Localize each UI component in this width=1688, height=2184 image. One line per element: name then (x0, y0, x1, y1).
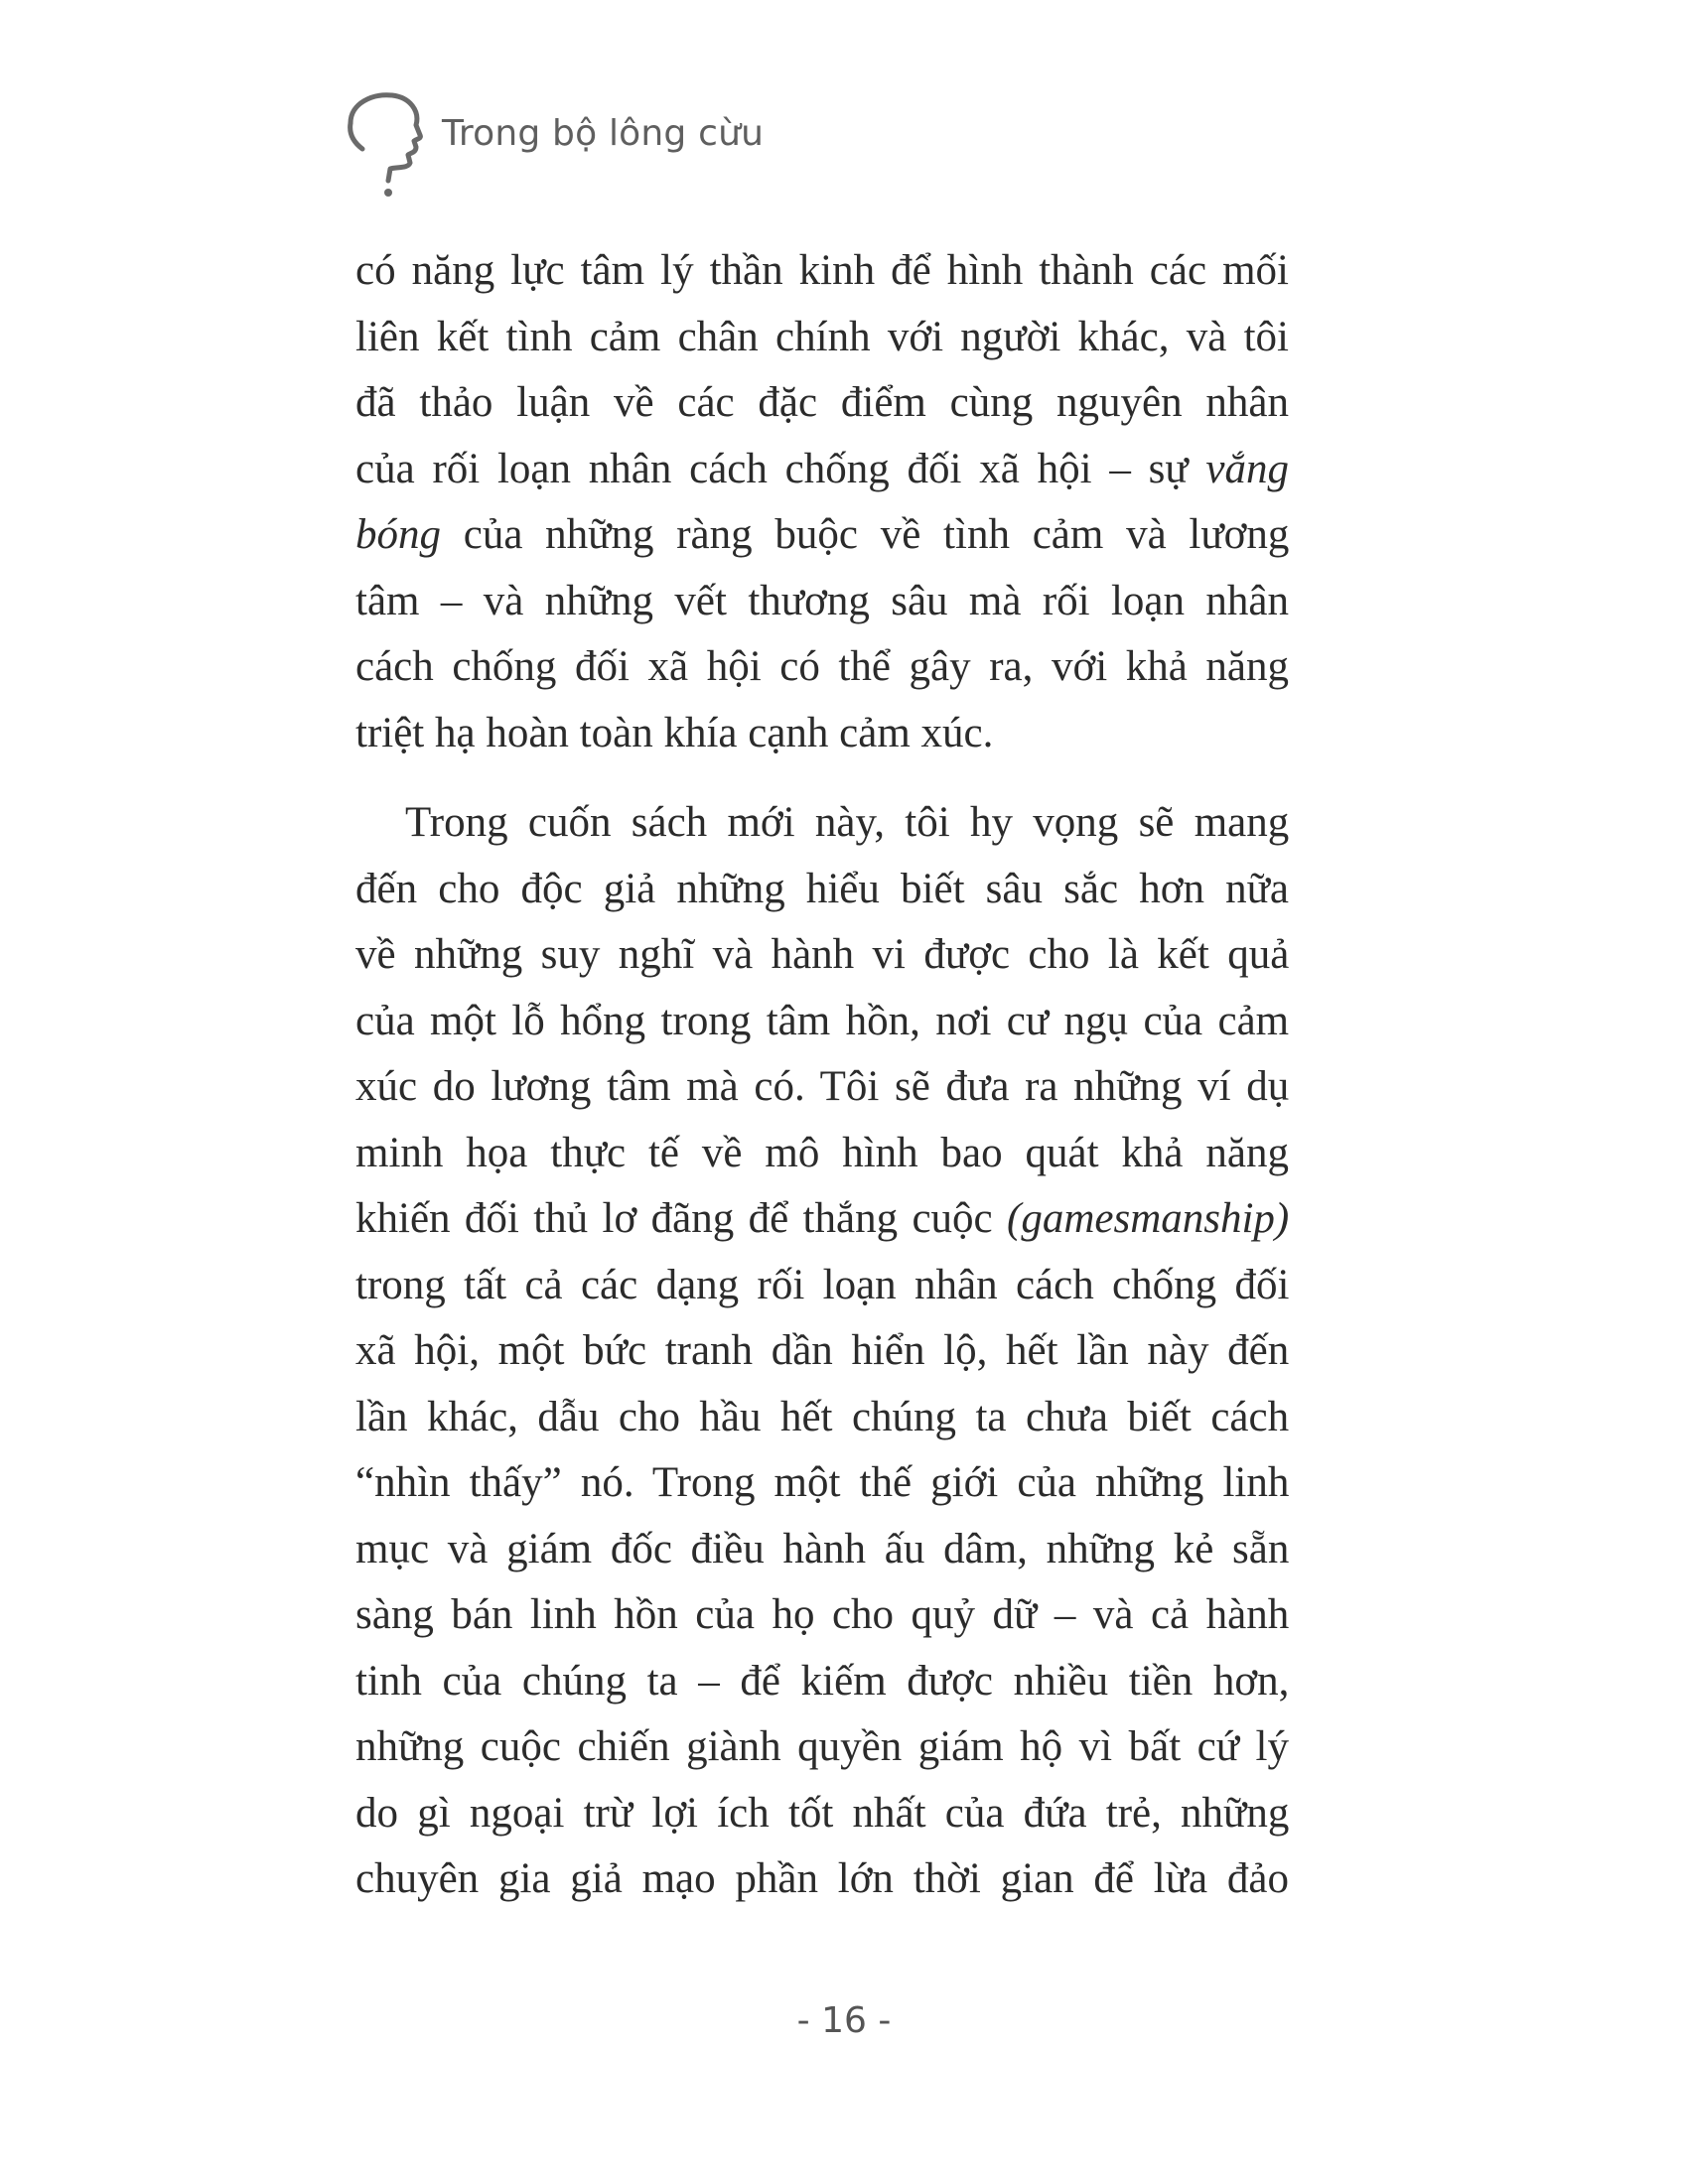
text-line (355, 437, 1289, 503)
text-line: những cuộc chiến giành quyền giám hộ vì bất cứ lý (355, 1723, 1289, 1770)
text-line (355, 1186, 1289, 1253)
text-line: chuyên gia giả mạo phần lớn thời gian để lừa đảo (355, 1855, 1289, 1902)
question-head-icon (343, 91, 432, 201)
italic-run: (gamesmanship) (1007, 1195, 1290, 1242)
text-line: cách chống đối xã hội có thể gây ra, với khả năng (355, 643, 1289, 690)
text-run: của những ràng buộc về tình cảm và lương (441, 511, 1290, 558)
running-header (343, 91, 1236, 201)
text-line (355, 502, 1289, 569)
text-line: liên kết tình cảm chân chính với người khác, và tôi (355, 313, 1289, 360)
text-line: xúc do lương tâm mà có. Tôi sẽ đưa ra những ví dụ (355, 1063, 1290, 1110)
text-line: có năng lực tâm lý thần kinh để hình thành các mối (355, 247, 1289, 294)
body-text (355, 238, 1289, 1913)
text-line: triệt hạ hoàn toàn khía cạnh cảm xúc. (355, 709, 994, 756)
paragraph-2 (355, 790, 1289, 1913)
text-line: tâm – và những vết thương sâu mà rối loạn nhân (355, 577, 1289, 624)
text-line: sàng bán linh hồn của họ cho quỷ dữ – và cả hành (355, 1591, 1290, 1638)
text-line: của một lỗ hổng trong tâm hồn, nơi cư ngụ của cảm (355, 997, 1290, 1044)
text-line: do gì ngoại trừ lợi ích tốt nhất của đứa trẻ, những (355, 1789, 1290, 1837)
text-line: mục và giám đốc điều hành ấu dâm, những kẻ sẵn (355, 1525, 1290, 1572)
running-header-title: Trong bộ lông cừu (442, 113, 765, 154)
text-line: “nhìn thấy” nó. Trong một thế giới của những linh (355, 1459, 1290, 1506)
text-line: trong tất cả các dạng rối loạn nhân cách chống đối (355, 1261, 1290, 1308)
text-run: khiến đối thủ lơ đãng để thắng cuộc (355, 1195, 1007, 1242)
italic-run: vắng (1205, 445, 1289, 492)
page-number: - 16 - (796, 2000, 892, 2041)
text-line: Trong cuốn sách mới này, tôi hy vọng sẽ mang (405, 799, 1290, 846)
text-run: của rối loạn nhân cách chống đối xã hội – sự (355, 445, 1206, 492)
text-line: lần khác, dẫu cho hầu hết chúng ta chưa biết cách (355, 1393, 1290, 1440)
text-line: đến cho độc giả những hiểu biết sâu sắc hơn nữa (355, 865, 1289, 912)
text-line: đã thảo luận về các đặc điểm cùng nguyên nhân (355, 379, 1289, 426)
text-line: minh họa thực tế về mô hình bao quát khả năng (355, 1129, 1289, 1176)
paragraph-1 (355, 238, 1289, 766)
italic-run: bóng (355, 511, 441, 558)
text-line: xã hội, một bức tranh dần hiển lộ, hết lần này đến (355, 1327, 1290, 1374)
text-line: về những suy nghĩ và hành vi được cho là kết quả (355, 931, 1290, 978)
text-line: tinh của chúng ta – để kiếm được nhiều tiền hơn, (355, 1657, 1290, 1705)
